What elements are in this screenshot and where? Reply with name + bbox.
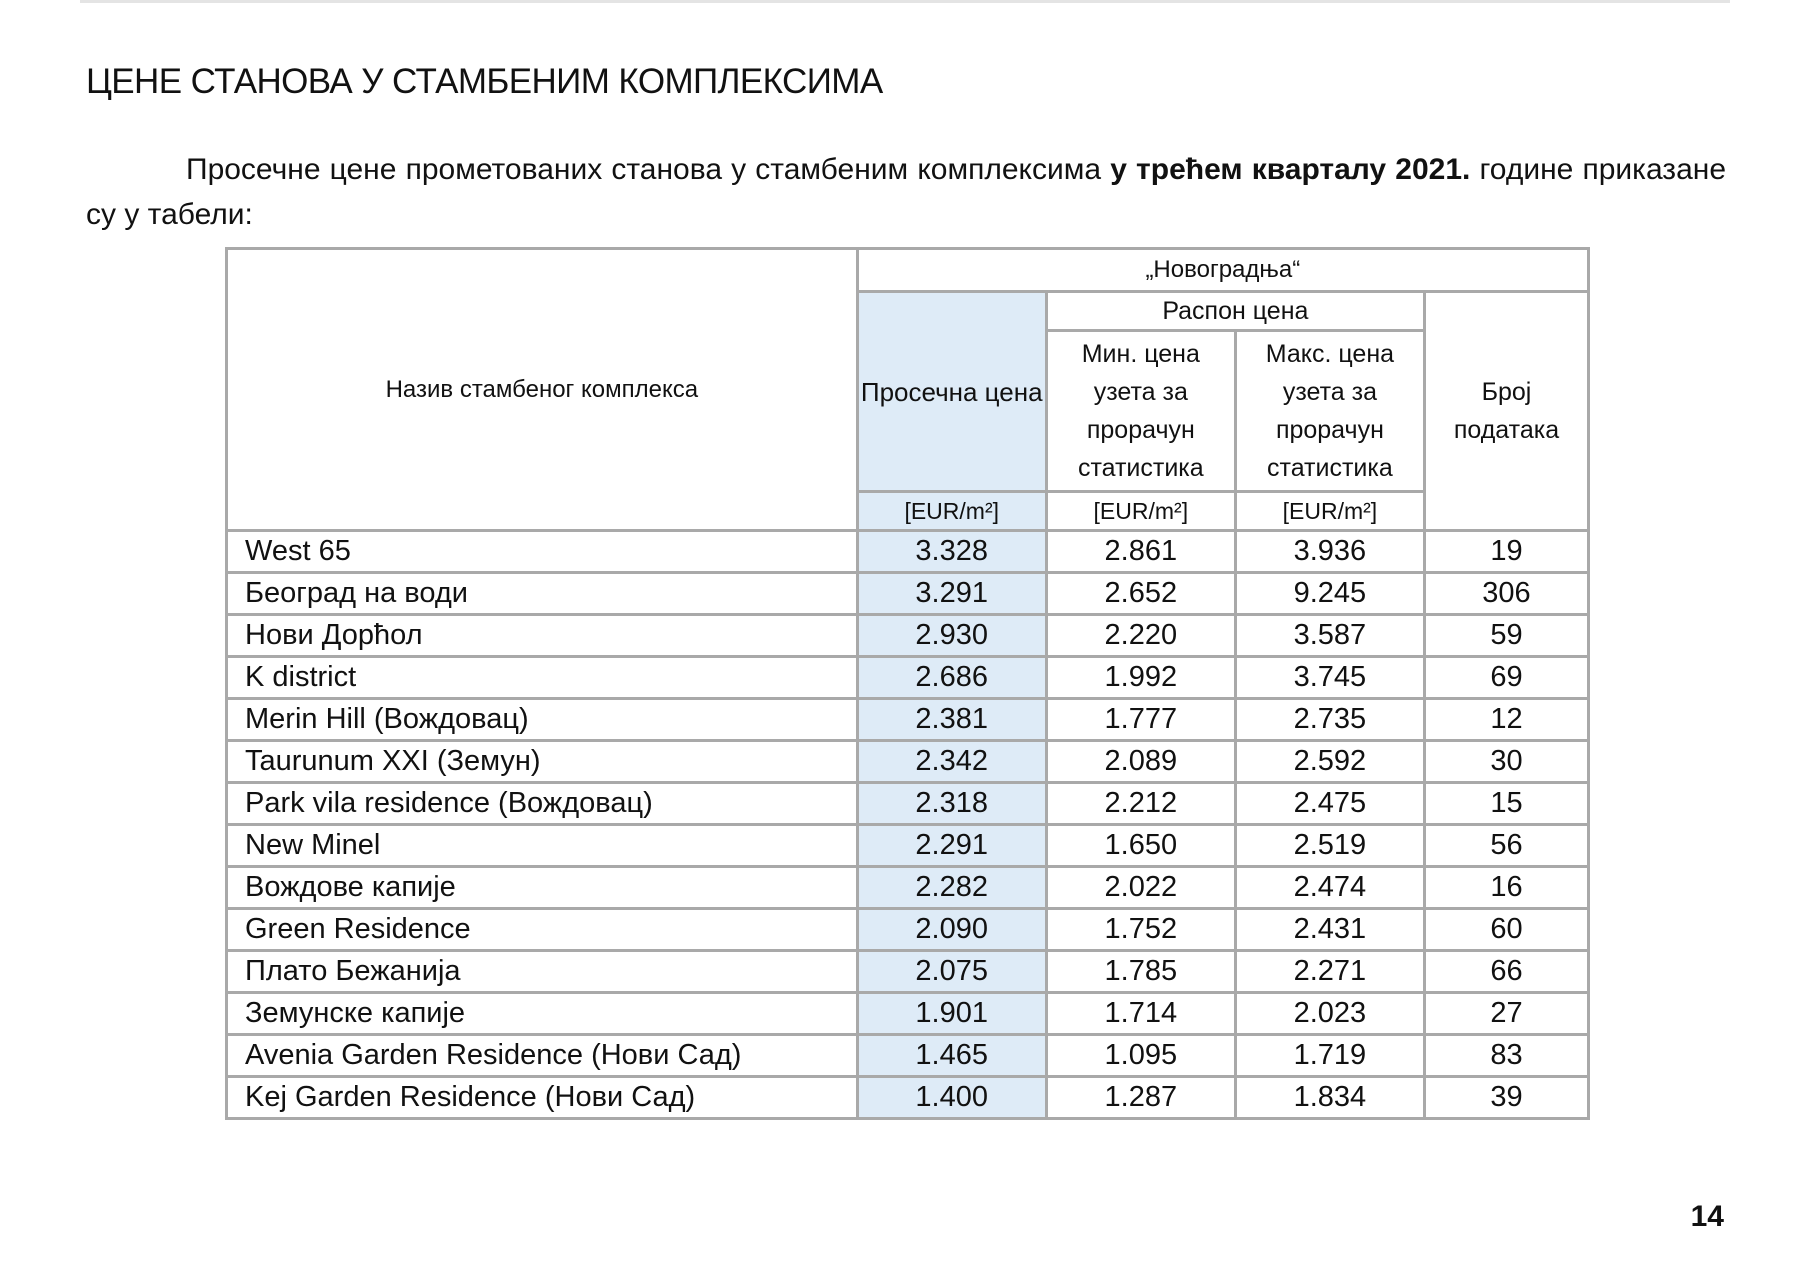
header-average-price: Просечна цена bbox=[857, 292, 1046, 492]
unit-min-price: [EUR/m²] bbox=[1046, 492, 1235, 531]
header-complex-name: Назив стамбеног комплекса bbox=[227, 249, 858, 531]
data-count: 16 bbox=[1424, 867, 1588, 909]
max-price: 3.936 bbox=[1235, 531, 1424, 573]
table-row bbox=[227, 531, 1589, 573]
min-price: 2.089 bbox=[1046, 741, 1235, 783]
table-row bbox=[227, 825, 1589, 867]
table-row bbox=[227, 615, 1589, 657]
table-row bbox=[227, 573, 1589, 615]
table-row bbox=[227, 993, 1589, 1035]
table-row bbox=[227, 867, 1589, 909]
data-count: 39 bbox=[1424, 1077, 1588, 1119]
average-price: 2.282 bbox=[857, 867, 1046, 909]
min-price: 2.220 bbox=[1046, 615, 1235, 657]
min-price: 2.022 bbox=[1046, 867, 1235, 909]
average-price: 1.901 bbox=[857, 993, 1046, 1035]
min-price: 1.992 bbox=[1046, 657, 1235, 699]
data-count: 12 bbox=[1424, 699, 1588, 741]
top-divider bbox=[80, 0, 1730, 3]
table-row bbox=[227, 951, 1589, 993]
min-price: 1.287 bbox=[1046, 1077, 1235, 1119]
complex-name: Taurunum XXI (Земун) bbox=[227, 741, 858, 783]
average-price: 2.090 bbox=[857, 909, 1046, 951]
data-count: 60 bbox=[1424, 909, 1588, 951]
header-price-range: Распон цена bbox=[1046, 292, 1424, 331]
section-title: ЦЕНЕ СТАНОВА У СТАМБЕНИМ КОМПЛЕКСИМА bbox=[86, 62, 883, 101]
header-data-count: Број података bbox=[1424, 292, 1588, 531]
price-table-body bbox=[227, 531, 1589, 1119]
max-price: 2.519 bbox=[1235, 825, 1424, 867]
average-price: 2.930 bbox=[857, 615, 1046, 657]
average-price: 2.381 bbox=[857, 699, 1046, 741]
complex-name: Park vila residence (Вождовац) bbox=[227, 783, 858, 825]
average-price: 2.686 bbox=[857, 657, 1046, 699]
complex-name: Green Residence bbox=[227, 909, 858, 951]
intro-text-bold: у трећем кварталу 2021. bbox=[1110, 153, 1471, 186]
max-price: 2.431 bbox=[1235, 909, 1424, 951]
complex-name: Београд на води bbox=[227, 573, 858, 615]
complex-name: K district bbox=[227, 657, 858, 699]
table-row bbox=[227, 909, 1589, 951]
complex-name: Нови Дорћол bbox=[227, 615, 858, 657]
data-count: 30 bbox=[1424, 741, 1588, 783]
max-price: 2.271 bbox=[1235, 951, 1424, 993]
max-price: 2.735 bbox=[1235, 699, 1424, 741]
data-count: 59 bbox=[1424, 615, 1588, 657]
unit-average-price: [EUR/m²] bbox=[857, 492, 1046, 531]
intro-paragraph bbox=[86, 147, 1726, 237]
max-price: 2.475 bbox=[1235, 783, 1424, 825]
table-row bbox=[227, 1035, 1589, 1077]
min-price: 2.652 bbox=[1046, 573, 1235, 615]
complex-name: New Minel bbox=[227, 825, 858, 867]
intro-text-end: године приказане су у табели: bbox=[86, 153, 1727, 231]
average-price: 3.328 bbox=[857, 531, 1046, 573]
table-row bbox=[227, 699, 1589, 741]
max-price: 2.592 bbox=[1235, 741, 1424, 783]
average-price: 2.318 bbox=[857, 783, 1046, 825]
table-row bbox=[227, 1077, 1589, 1119]
data-count: 306 bbox=[1424, 573, 1588, 615]
header-new-construction: „Новоградња“ bbox=[857, 249, 1588, 292]
table-row bbox=[227, 657, 1589, 699]
header-max-price: Макс. цена узета за прорачун статистика bbox=[1235, 331, 1424, 492]
average-price: 1.400 bbox=[857, 1077, 1046, 1119]
header-min-price: Мин. цена узета за прорачун статистика bbox=[1046, 331, 1235, 492]
max-price: 2.474 bbox=[1235, 867, 1424, 909]
intro-text: Просечне цене прометованих станова у стамбеним комплексима bbox=[186, 153, 1111, 186]
data-count: 15 bbox=[1424, 783, 1588, 825]
data-count: 19 bbox=[1424, 531, 1588, 573]
complex-name: Kej Garden Residence (Нови Сад) bbox=[227, 1077, 858, 1119]
complex-name: Земунске капије bbox=[227, 993, 858, 1035]
min-price: 1.777 bbox=[1046, 699, 1235, 741]
page-number: 14 bbox=[1690, 1200, 1724, 1233]
unit-max-price: [EUR/m²] bbox=[1235, 492, 1424, 531]
max-price: 2.023 bbox=[1235, 993, 1424, 1035]
complex-name: West 65 bbox=[227, 531, 858, 573]
complex-name: Merin Hill (Вождовац) bbox=[227, 699, 858, 741]
complex-name: Вождове капије bbox=[227, 867, 858, 909]
min-price: 2.861 bbox=[1046, 531, 1235, 573]
table-row bbox=[227, 741, 1589, 783]
average-price: 1.465 bbox=[857, 1035, 1046, 1077]
min-price: 1.650 bbox=[1046, 825, 1235, 867]
average-price: 2.075 bbox=[857, 951, 1046, 993]
max-price: 1.719 bbox=[1235, 1035, 1424, 1077]
price-table-container bbox=[225, 247, 1590, 1120]
data-count: 69 bbox=[1424, 657, 1588, 699]
average-price: 2.342 bbox=[857, 741, 1046, 783]
price-table bbox=[225, 247, 1590, 1120]
average-price: 2.291 bbox=[857, 825, 1046, 867]
max-price: 3.745 bbox=[1235, 657, 1424, 699]
min-price: 1.095 bbox=[1046, 1035, 1235, 1077]
max-price: 9.245 bbox=[1235, 573, 1424, 615]
min-price: 1.714 bbox=[1046, 993, 1235, 1035]
complex-name: Avenia Garden Residence (Нови Сад) bbox=[227, 1035, 858, 1077]
table-row bbox=[227, 783, 1589, 825]
max-price: 3.587 bbox=[1235, 615, 1424, 657]
max-price: 1.834 bbox=[1235, 1077, 1424, 1119]
data-count: 27 bbox=[1424, 993, 1588, 1035]
data-count: 83 bbox=[1424, 1035, 1588, 1077]
complex-name: Плато Бежанија bbox=[227, 951, 858, 993]
average-price: 3.291 bbox=[857, 573, 1046, 615]
min-price: 2.212 bbox=[1046, 783, 1235, 825]
data-count: 66 bbox=[1424, 951, 1588, 993]
data-count: 56 bbox=[1424, 825, 1588, 867]
min-price: 1.752 bbox=[1046, 909, 1235, 951]
min-price: 1.785 bbox=[1046, 951, 1235, 993]
